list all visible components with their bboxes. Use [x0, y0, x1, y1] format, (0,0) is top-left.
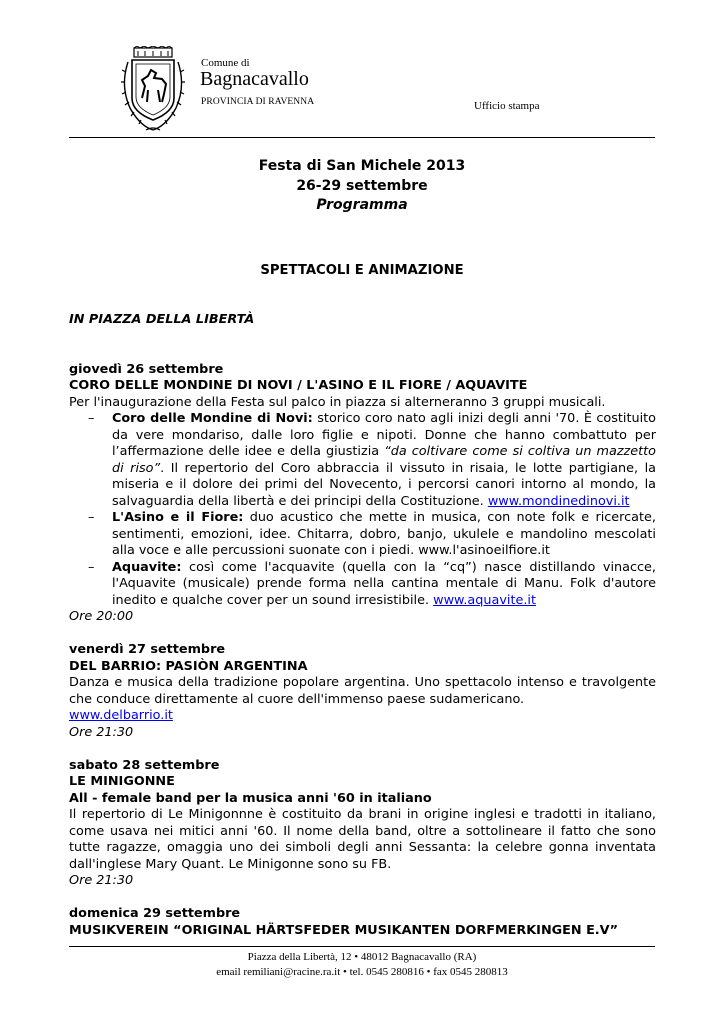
section-title: SPETTACOLI E ANIMAZIONE [260, 263, 464, 278]
list-item [69, 510, 656, 560]
day3-subheadline: All - female band per la musica anni '60 in italiano [69, 790, 432, 806]
day1-intro: Per l'inaugurazione della Festa sul palco in piazza si alterneranno 3 gruppi musicali. [69, 394, 606, 410]
day4-headline: MUSIKVEREIN “ORIGINAL HÄRTSFEDER MUSIKANTEN DORFMERKINGEN E.V” [69, 922, 618, 938]
group-name: Coro delle Mondine di Novi: [112, 411, 313, 426]
delbarrio-link[interactable]: www.delbarrio.it [69, 708, 173, 723]
provincia-label: PROVINCIA DI RAVENNA [201, 97, 315, 107]
list-dash: – [88, 510, 95, 525]
footer-address: Piazza della Libertà, 12 • 48012 Bagnacavallo (RA) [247, 951, 477, 963]
day3-time: Ore 21:30 [69, 873, 134, 888]
day2-date: venerdì 27 settembre [69, 642, 226, 657]
aquavite-link[interactable]: www.aquavite.it [433, 592, 536, 608]
group-name: Aquavite: [112, 559, 182, 575]
day3-headline: LE MINIGONNE [69, 774, 175, 789]
festa-dates: 26-29 settembre [296, 178, 428, 194]
list-dash: – [88, 559, 95, 575]
list-dash: – [88, 411, 95, 426]
ufficio-stampa-label: Ufficio stampa [474, 100, 540, 112]
coat-of-arms-logo [118, 46, 188, 134]
day1-time: Ore 20:00 [69, 609, 134, 624]
day3-date: sabato 28 settembre [69, 757, 220, 773]
day4-date: domenica 29 settembre [69, 906, 241, 921]
list-item [69, 411, 656, 510]
festa-title: Festa di San Michele 2013 [258, 158, 466, 174]
day2-headline: DEL BARRIO: PASIÒN ARGENTINA [69, 658, 308, 674]
group-description: così come l'acquavite (quella con la “cq”) nasce distillando vinacce, l'Aquavite (musicale) prende forma nella cantina mentale di Manu. Folk d'autore inedito e qualche cover per un sound irresistibile. [112, 559, 656, 608]
comune-di-label: Comune di [201, 57, 250, 69]
group-name: L'Asino e il Fiore: [112, 510, 244, 525]
day1-headline: CORO DELLE MONDINE DI NOVI / L'ASINO E IL FIORE / AQUAVITE [69, 378, 528, 393]
footer-contacts: email remiliani@racine.ra.it • tel. 0545 280816 • fax 0545 280813 [216, 966, 508, 978]
day2-description: Danza e musica della tradizione popolare argentina. Uno spettacolo intenso e travolgente che conduce direttamente al cuore dell'immenso paese sudamericano. [69, 675, 656, 707]
comune-name: Bagnacavallo [200, 68, 309, 90]
day1-date: giovedì 26 settembre [69, 361, 224, 377]
mondine-link[interactable]: www.mondinedinovi.it [487, 493, 630, 509]
programma-title: Programma [316, 197, 408, 213]
group-description: storico coro nato agli inizi degli anni '70. È costituito da vere mondariso, dalle loro figlie e nipoti. Donne che hanno combattuto per l’affermazione delle idee e della giustizia [112, 411, 657, 459]
header-divider [69, 137, 655, 138]
day1-groups-list [69, 411, 656, 609]
venue-heading: IN PIAZZA DELLA LIBERTÀ [69, 312, 255, 327]
group-description-cont: . Il repertorio del Coro abbraccia il vissuto in risaia, le lotte partigiane, la miseria e il dolore dei primi del Novecento, i percorsi canori intorno al mondo, la salvaguardia della libertà e dei principi della Costituzione. [112, 460, 656, 509]
program-content [69, 312, 656, 939]
group-description: duo acustico che mette in musica, con note folk e ricercate, sentimenti, emozioni, idee. Chitarra, dobro, banjo, ukulele e mandolino mescolati alla voce e alle percussioni suonate con i piedi. www.l'asinoeilfiore.it [112, 510, 656, 558]
day2-time: Ore 21:30 [69, 724, 134, 740]
list-item [69, 560, 656, 610]
footer-divider [69, 946, 655, 947]
group-quote: “da coltivare come si coltiva un mazzetto di riso” [112, 444, 656, 476]
day3-description: Il repertorio di Le Minigonnne è costituito da brani in origine inglesi e tradotti in italiano, come usava nei mitici anni '60. Il nome della band, oltre a sottolineare il fatto che sono tutte ragazze, omaggia uno dei simboli degli anni Sessanta: la celebre gonna inventata dall'inglese Mary Quant. Le Minigonne sono su FB. [69, 807, 656, 872]
